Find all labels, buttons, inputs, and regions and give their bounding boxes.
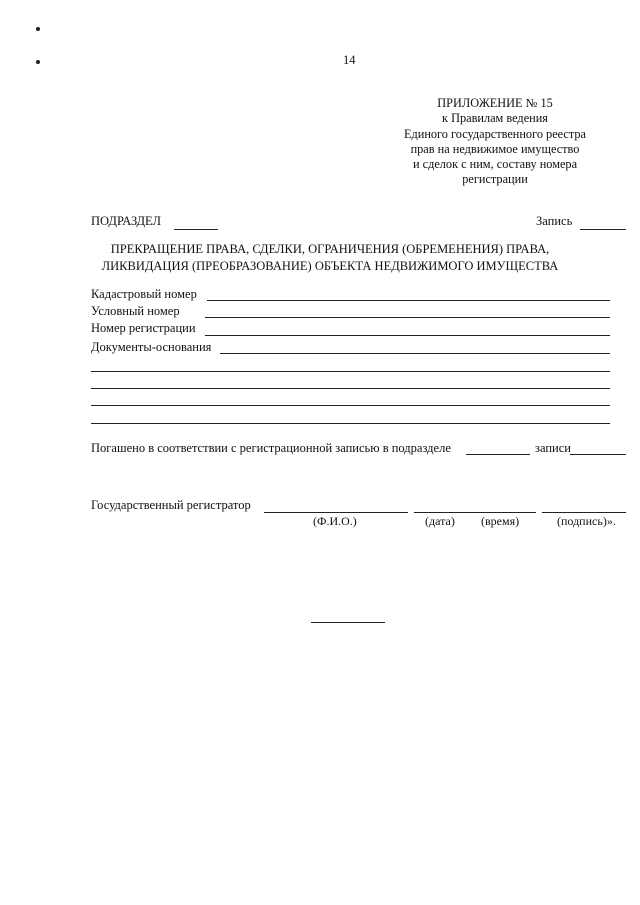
appendix-line: к Правилам ведения	[442, 111, 548, 126]
time-caption: (время)	[481, 514, 520, 528]
conditional-number-label: Условный номер	[91, 304, 180, 318]
form-title	[60, 241, 600, 275]
redemption-text: Погашено в соответствии с регистрационной записью в подразделе	[91, 441, 451, 455]
documents-basis-field	[220, 353, 610, 354]
appendix-block	[360, 96, 630, 188]
appendix-line: Единого государственного реестра	[403, 126, 586, 141]
documents-continuation-line	[91, 423, 610, 424]
documents-continuation-line	[91, 388, 610, 389]
appendix-title: ПРИЛОЖЕНИЕ № 15	[437, 96, 553, 110]
subsection-label: ПОДРАЗДЕЛ	[91, 214, 162, 228]
form-title-line: ЛИКВИДАЦИЯ (ПРЕОБРАЗОВАНИЕ) ОБЪЕКТА НЕДВИЖИМОГО ИМУЩЕСТВА	[101, 259, 559, 273]
subsection-field	[174, 229, 218, 230]
appendix-line: прав на недвижимое имущество	[410, 141, 580, 156]
page-number: 14	[343, 53, 356, 67]
footnote-separator	[311, 622, 385, 623]
appendix-line: регистрации	[462, 172, 528, 187]
sign-caption: (подпись)».	[557, 514, 616, 528]
documents-basis-label: Документы-основания	[91, 340, 212, 354]
conditional-number-field	[205, 317, 610, 318]
registrar-name-field	[264, 512, 408, 513]
redemption-record-label: записи	[535, 441, 571, 455]
cadastral-number-field	[207, 300, 610, 301]
date-caption: (дата)	[425, 514, 455, 528]
registration-number-label: Номер регистрации	[91, 321, 196, 335]
cadastral-number-label: Кадастровый номер	[91, 287, 197, 301]
registrar-label: Государственный регистратор	[91, 498, 251, 512]
form-title-line: ПРЕКРАЩЕНИЕ ПРАВА, СДЕЛКИ, ОГРАНИЧЕНИЯ (ОБРЕМЕНЕНИЯ) ПРАВА,	[110, 242, 550, 256]
scan-mark-bottom	[36, 60, 40, 64]
appendix-line: и сделок с ним, составу номера	[412, 157, 578, 172]
fio-caption: (Ф.И.О.)	[313, 514, 357, 528]
record-field	[580, 229, 626, 230]
documents-continuation-line	[91, 405, 610, 406]
scan-mark-top	[36, 27, 40, 31]
documents-continuation-line	[91, 371, 610, 372]
record-label: Запись	[536, 214, 573, 228]
redemption-subsection-field	[466, 454, 530, 455]
registrar-signature-field	[542, 512, 626, 513]
redemption-record-field	[570, 454, 626, 455]
registrar-datetime-field	[414, 512, 536, 513]
registration-number-field	[205, 335, 610, 336]
